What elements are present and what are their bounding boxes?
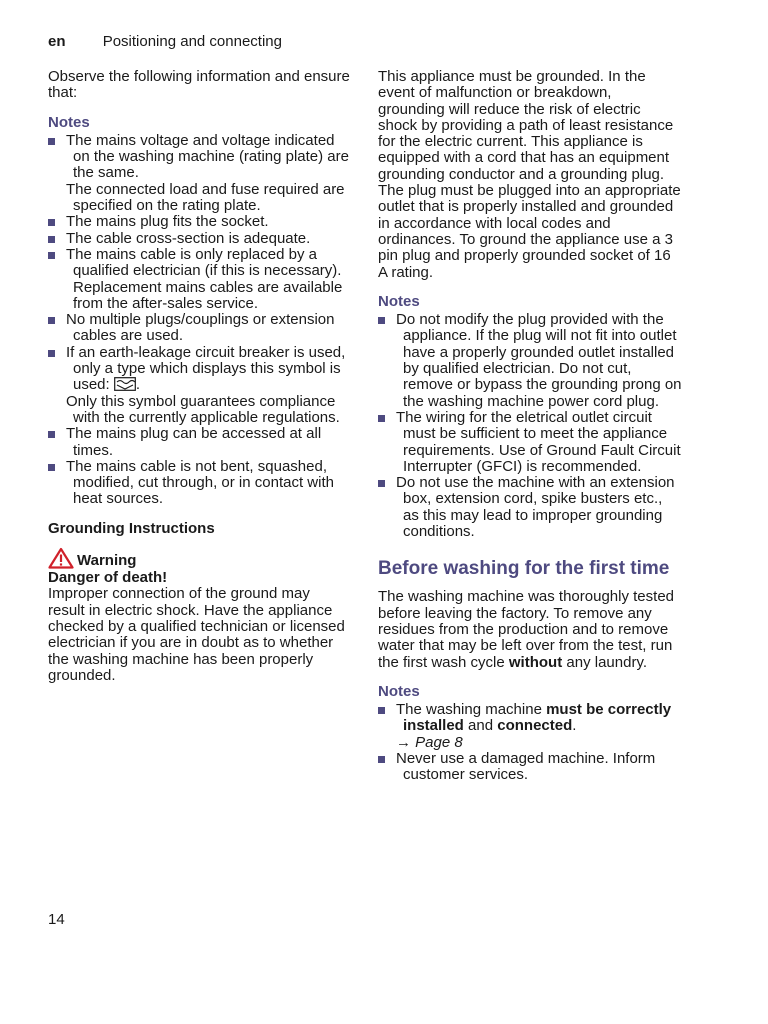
warning-row [48,547,350,569]
right-column [378,69,682,784]
list-item: The mains cable is only replaced by a qualified electrician (if this is necessary). Replacement mains cables are available from the after-sales service. [48,247,350,312]
list-item: No multiple plugs/couplings or extension cables are used. [48,312,350,345]
page-reference[interactable]: → Page 8 [396,733,463,751]
notes-label: Notes [378,682,420,700]
intro-text: Observe the following information and ensure that: [48,68,350,102]
list-item: Do not use the machine with an extension box, extension cord, spike busters etc., as this may lead to improper grounding conditions. [378,475,682,540]
notes-list [378,702,682,783]
grounding-title: Grounding Instructions [48,519,215,537]
list-item: Never use a damaged machine. Inform customer services. [378,751,682,784]
grounded-text: This appliance must be grounded. In the event of malfunction or breakdown, grounding will reduce the risk of electric shock by providing a path of least resistance for the electric current. This appliance is equipped with a cord that has an equipment grounding conductor and a grounding plug. The plug must be plugged into an appropriate outlet that is properly installed and grounded in accordance with local codes and ordinances. To ground the appliance use a 3 pin plug and properly grounded socket of 16 A rating. [378,68,681,281]
notes-label: Notes [378,292,420,310]
before-washing-text: The washing machine was thoroughly tested before leaving the factory. To remove any residues from the production and to remove water that may be left over from the test, run the first wash cycle without any laundry. [378,588,675,671]
danger-label: Danger of death! [48,569,168,587]
page-number: 14 [48,911,65,928]
list-item: If an earth-leakage circuit breaker is used, only a type which displays this symbol is used: . Only this symbol guarantees compliance with the currently applicable regulations. [48,345,350,426]
section-title: Positioning and connecting [102,33,282,50]
notes-label: Notes [48,113,90,131]
grounding-text: Improper connection of the ground may result in electric shock. Have the appliance checked by a qualified technician or licensed electrician if you are in doubt as to whether the washing machine has been properly grounded. [48,585,345,684]
warning-label: Warning [77,551,137,569]
before-washing-heading: Before washing for the first time [378,558,670,580]
notes-list [378,312,682,540]
arrow-right-icon: → [396,733,411,751]
list-item: The mains plug fits the socket. [48,214,350,230]
warning-triangle-icon [48,547,74,569]
list-item: The cable cross-section is adequate. [48,231,350,247]
left-column [48,69,350,684]
list-item: The mains voltage and voltage indicated on the washing machine (rating plate) are the same. The connected load and fuse required are specified on the rating plate. [48,133,350,214]
rcd-symbol-icon [114,377,136,391]
notes-list [48,133,350,508]
page-header [48,33,282,50]
list-item: The washing machine must be correctly installed and connected. → Page 8 [378,702,682,751]
list-item: The mains plug can be accessed at all times. [48,426,350,459]
list-item: Do not modify the plug provided with the appliance. If the plug will not fit into outlet have a properly grounded outlet installed by qualified electrician. Do not cut, remove or bypass the grounding prong on the washing machine power cord plug. [378,312,682,410]
list-item: The mains cable is not bent, squashed, modified, cut through, or in contact with heat sources. [48,459,350,508]
language-code: en [48,33,66,50]
list-item: The wiring for the eletrical outlet circuit must be sufficient to meet the appliance requirements. Use of Ground Fault Circuit Interrupter (GFCI) is recommended. [378,410,682,475]
